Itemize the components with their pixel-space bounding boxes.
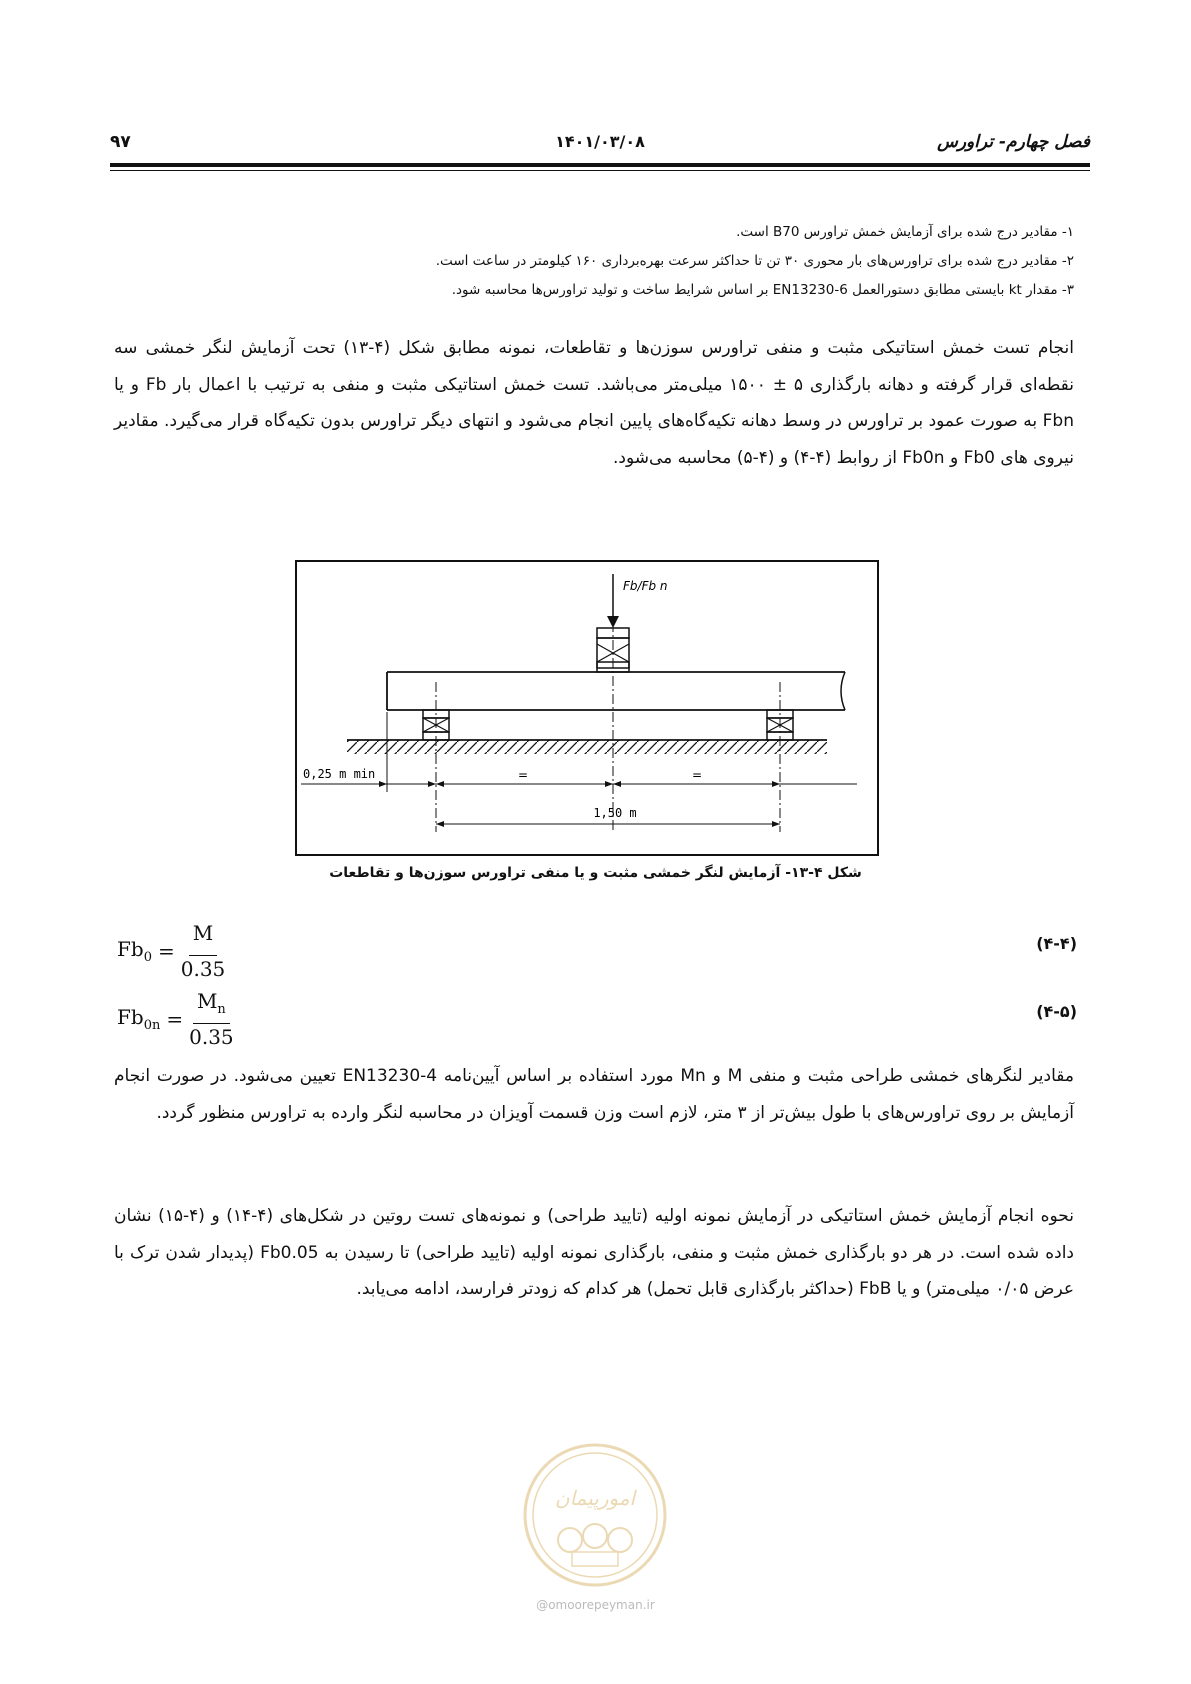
span-label: 1,50 m — [593, 806, 637, 820]
equation-4-5 — [117, 988, 1077, 1048]
equation-numerator-sub: n — [217, 1002, 226, 1017]
equation-denominator: 0.35 — [180, 957, 226, 981]
equation-number: (۴-۵) — [1036, 1002, 1077, 1021]
equal-right-label: = — [691, 768, 703, 782]
figure-caption: شکل ۴-۱۳- آزمایش لنگر خمشی مثبت و یا منفی تراورس سوزن‌ها و تقاطعات — [329, 865, 862, 881]
equation-formula: $Fb_{0n}$ = $\frac{M_n}{0.35}$ — [117, 989, 234, 1049]
header-rule-thin — [110, 170, 1090, 171]
equation-lhs-sub: 0n — [143, 1018, 161, 1033]
load-label: Fb/Fb n — [623, 579, 668, 593]
equation-lhs: Fb — [117, 1005, 144, 1029]
equation-denominator: 0.35 — [189, 1025, 234, 1049]
min-distance-label: 0,25 m min — [303, 767, 376, 781]
equation-numerator: M — [196, 989, 218, 1013]
watermark-url: @omoorepeyman.ir — [536, 1598, 655, 1612]
figure-bending-test — [295, 560, 879, 856]
figure-diagram — [297, 562, 877, 854]
equal-left-label: = — [517, 768, 529, 782]
equation-number: (۴-۴) — [1036, 934, 1077, 953]
paragraph-1 — [114, 330, 1074, 476]
header-date: ۱۴۰۱/۰۳/۰۸ — [555, 132, 645, 151]
footnote: ۲- مقادیر درج شده برای تراورس‌های بار محوری ۳۰ تن تا حداکثر سرعت بهره‌برداری ۱۶۰ کیلومتر در ساعت است. — [435, 253, 1074, 269]
paragraph-3 — [114, 1198, 1074, 1308]
seal-text: امورپیمان — [554, 1486, 636, 1510]
footnotes — [114, 218, 1074, 305]
seal-icon — [520, 1440, 670, 1590]
footnote: ۱- مقادیر درج شده برای آزمایش خمش تراورس B70 است. — [736, 224, 1074, 240]
watermark-logo — [520, 1440, 670, 1590]
paragraph-text: انجام تست خمش استاتیکی مثبت و منفی تراورس سوزن‌ها و تقاطعات، نمونه مطابق شکل (۴-۱۳) تحت آزمایش لنگر خمشی سه نقطه‌ای قرار گرفته و دهانه بارگذاری ۵ ± ۱۵۰۰ میلی‌متر می‌باشد. تست خمش استاتیکی مثبت و منفی به ترتیب با اعمال بار Fb و یا Fbn به صورت عمود بر تراورس در وسط دهانه تکیه‌گاه‌های پایین انجام می‌شود و انتهای دیگر تراورس بدون تکیه‌گاه قرار می‌گیرد. مقادیر نیروی های Fb0 و Fb0n از روابط (۴-۴) و (۴-۵) محاسبه می‌شود. — [114, 338, 1074, 468]
chapter-title: فصل چهارم- تراورس — [937, 132, 1090, 152]
equation-4-4 — [117, 920, 1077, 980]
header-rule-thick — [110, 163, 1090, 167]
page-header — [110, 130, 1090, 160]
footnote: ۳- مقدار kt بایستی مطابق دستورالعمل EN13230-6 بر اساس شرایط ساخت و تولید تراورس‌ها محاسبه شود. — [451, 282, 1074, 298]
equation-numerator: M — [192, 921, 214, 945]
equation-lhs-sub: 0 — [143, 950, 152, 965]
equation-formula: $Fb_0$ = $\frac{M}{0.35}$ — [117, 921, 226, 981]
paragraph-text: نحوه انجام آزمایش خمش استاتیکی در آزمایش نمونه اولیه (تایید طراحی) و نمونه‌های تست روتین در شکل‌های (۴-۱۴) و (۴-۱۵) نشان داده شده است. در هر دو بارگذاری خمش مثبت و منفی، بارگذاری نمونه اولیه (تایید طراحی) تا رسیدن به Fb0.05 (پدیدار شدن ترک با عرض ۰/۰۵ میلی‌متر) و یا FbB (حداکثر بارگذاری قابل تحمل) هر کدام که زودتر فرارسد، ادامه می‌یابد. — [114, 1206, 1074, 1299]
equation-lhs: Fb — [117, 937, 144, 961]
paragraph-2 — [114, 1058, 1074, 1131]
paragraph-text: مقادیر لنگرهای خمشی طراحی مثبت و منفی M و Mn مورد استفاده بر اساس آیین‌نامه EN13230-4 تعیین می‌شود. در صورت انجام آزمایش بر روی تراورس‌های با طول بیش‌تر از ۳ متر، لازم است وزن قسمت آویزان در محاسبه لنگر وارده به تراورس منظور گردد. — [114, 1066, 1074, 1123]
page-number: ۹۷ — [110, 132, 131, 152]
